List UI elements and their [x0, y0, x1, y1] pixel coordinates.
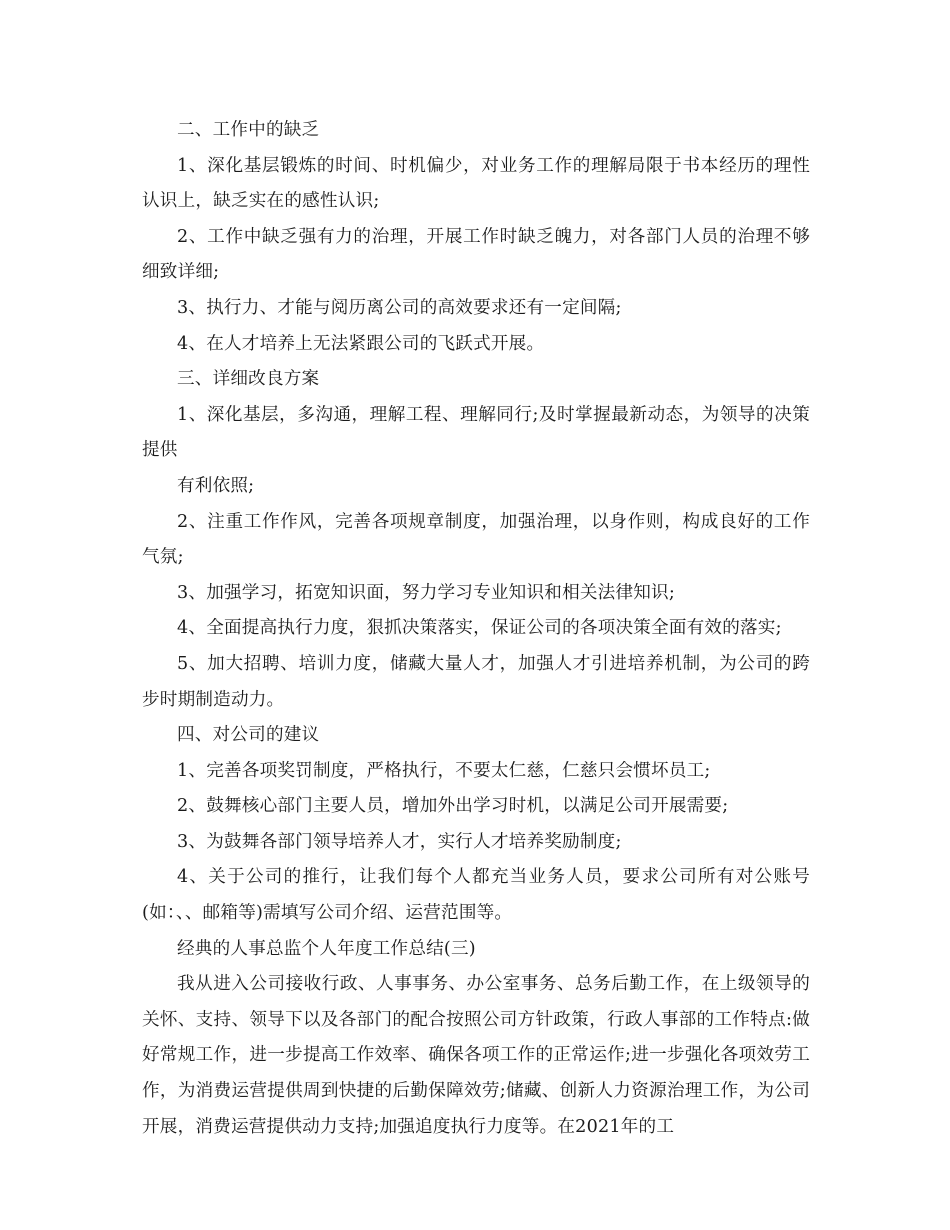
improvement-item-1: 1、深化基层，多沟通，理解工程、理解同行;及时掌握最新动态，为领导的决策提供 [142, 404, 810, 461]
document-body [142, 113, 810, 1145]
suggestion-item-3: 3、为鼓舞各部门领导培养人才，实行人才培养奖励制度; [177, 831, 622, 852]
section-heading-shortcomings: 二、工作中的缺乏 [177, 120, 320, 140]
suggestion-item-2: 2、鼓舞核心部门主要人员，增加外出学习时机，以满足公司开展需要; [177, 796, 729, 817]
shortcoming-item-4: 4、在人才培养上无法紧跟公司的飞跃式开展。 [177, 333, 545, 354]
improvement-item-1-continuation: 有利依照; [177, 475, 255, 496]
summary-body-paragraph: 我从进入公司接收行政、人事事务、办公室事务、总务后勤工作，在上级领导的关怀、支持、领导下以及各部门的配合按照公司方针政策，行政人事部的工作特点:做好常规工作，进一步提高工作效率、确保各项工作的正常运作;进一步强化各项效劳工作，为消费运营提供周到快捷的后勤保障效劳;储藏、创新人力资源治理工作，为公司开展，消费运营提供动力支持;加强追度执行力度等。在2021年的工 [142, 974, 810, 1137]
section-heading-improvement-plan: 三、详细改良方案 [177, 369, 320, 390]
suggestion-item-1: 1、完善各项奖罚制度，严格执行，不要太仁慈，仁慈只会惯坏员工; [177, 760, 711, 781]
summary-title: 经典的人事总监个人年度工作总结(三) [177, 938, 476, 959]
shortcoming-item-3: 3、执行力、才能与阅历离公司的高效要求还有一定间隔; [177, 297, 622, 318]
improvement-item-2: 2、注重工作作风，完善各项规章制度，加强治理，以身作则，构成良好的工作气氛; [142, 511, 810, 568]
shortcoming-item-1: 1、深化基层锻炼的时间、时机偏少，对业务工作的理解局限于书本经历的理性认识上，缺乏实在的感性认识; [142, 155, 810, 212]
shortcoming-item-2: 2、工作中缺乏强有力的治理，开展工作时缺乏魄力，对各部门人员的治理不够细致详细; [142, 226, 810, 283]
improvement-item-5: 5、加大招聘、培训力度，储藏大量人才，加强人才引进培养机制，为公司的跨步时期制造动力。 [142, 653, 810, 710]
section-heading-suggestions: 四、对公司的建议 [177, 725, 320, 746]
suggestion-item-4: 4、关于公司的推行，让我们每个人都充当业务人员，要求公司所有对公账号(如：、、邮箱等)需填写公司介绍、运营范围等。 [142, 867, 810, 924]
improvement-item-3: 3、加强学习，拓宽知识面，努力学习专业知识和相关法律知识; [177, 582, 675, 603]
improvement-item-4: 4、全面提高执行力度，狠抓决策落实，保证公司的各项决策全面有效的落实; [177, 618, 782, 639]
